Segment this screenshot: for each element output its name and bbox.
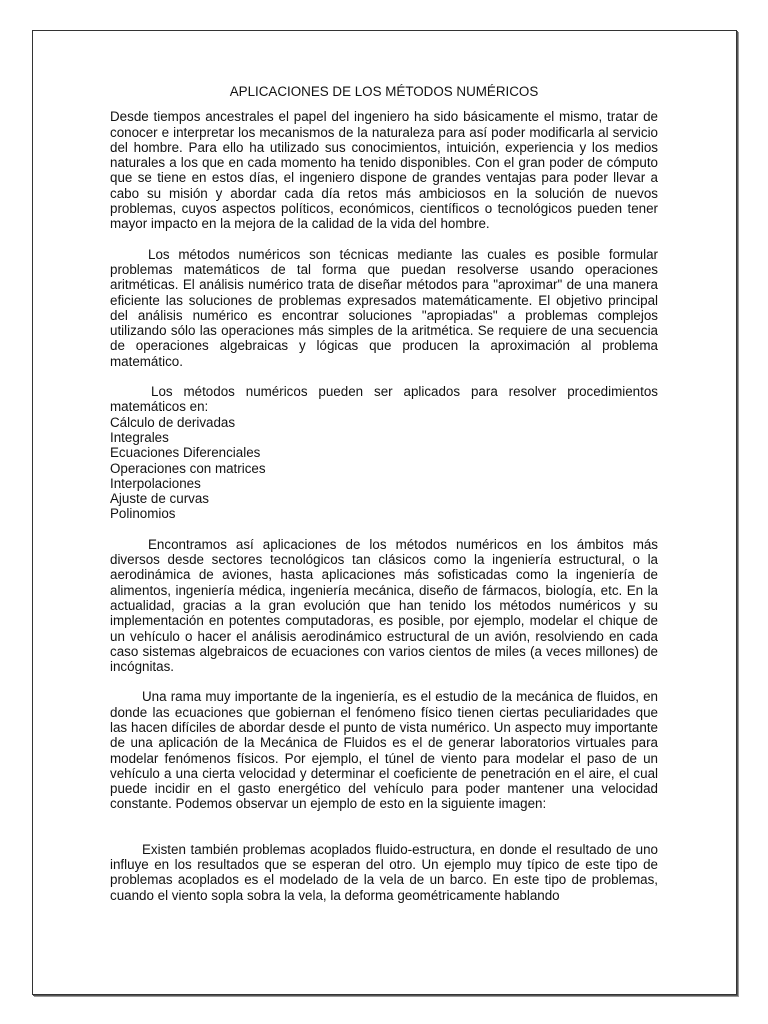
paragraph-intro: Desde tiempos ancestrales el papel del ingeniero ha sido básicamente el mismo, tratar de conocer e interpretar los mecanismos de la naturaleza para así poder modificarla al servicio del hombre. Para ello ha utilizado sus conocimientos, intuición, experiencia y los medios naturales a los que en cada momento ha tenido disponibles. Con el gran poder de cómputo que se tiene en estos días, el ingeniero dispone de grandes ventajas para poder llevar a cabo su misión y abordar cada día retos más ambiciosos en la solución de nuevos problemas, cuyos aspectos políticos, económicos, científicos o tecnológicos pueden tener mayor impacto en la mejora de la calidad de la vida del hombre. — [110, 109, 658, 232]
paragraph-spacer — [110, 674, 658, 689]
paragraph-spacer — [110, 232, 658, 247]
list-item: Ajuste de curvas — [110, 491, 209, 507]
paragraph-fluid-mechanics: Una rama muy importante de la ingeniería, es el estudio de la mecánica de fluidos, en donde las ecuaciones que gobiernan el fenómeno físico tienen ciertas peculiaridades que las hacen difíciles de abordar desde el punto de vista numérico. Un aspecto muy importante de una aplicación de la Mecánica de Fluidos es el de generar laboratorios virtuales para modelar fenómenos físicos. Por ejemplo, el túnel de viento para modelar el paso de un vehículo a una cierta velocidad y determinar el coeficiente de penetración en el aire, el cual puede incidir en el gasto energético del vehículo para poder mantener una velocidad constante. Podemos observar un ejemplo de esto en la siguiente imagen: — [110, 689, 658, 812]
list-item: Cálculo de derivadas — [110, 414, 236, 430]
list-item: Polinomios — [110, 506, 176, 522]
list-item: Integrales — [110, 429, 169, 445]
paragraph-domains: Encontramos así aplicaciones de los métodos numéricos en los ámbitos más diversos desde sectores tecnológicos tan clásicos como la ingeniería estructural, o la aerodinámica de aviones, hasta aplicaciones más sofisticadas como la ingeniería de alimentos, ingeniería médica, ingeniería mecánica, diseño de fármacos, biología, etc. En la actualidad, gracias a la gran evolución que han tenido los métodos numéricos y su implementación en potentes computadoras, es posible, por ejemplo, modelar el chique de un vehículo o hacer el análisis aerodinámico estructural de un avión, resolviendo en cada caso sistemas algebraicos de ecuaciones con varios cientos de miles (a veces millones) de incógnitas. — [110, 536, 658, 675]
topics-list — [110, 415, 658, 522]
document-body — [110, 84, 658, 903]
paragraph-fluid-structure: Existen también problemas acoplados fluido-estructura, en donde el resultado de uno influye en los resultados que se esperan del otro. Un ejemplo muy típico de este tipo de problemas acoplados es el modelado de la vela de un barco. En este tipo de problemas, cuando el viento sopla sobra la vela, la deforma geométricamente hablando — [110, 841, 658, 903]
paragraph-spacer — [110, 369, 658, 384]
paragraph-definition: Los métodos numéricos son técnicas mediante las cuales es posible formular problemas matemáticos de tal forma que puedan resolverse usando operaciones aritméticas. El análisis numérico trata de diseñar métodos para "aproximar" de una manera eficiente las soluciones de problemas expresados matemáticamente. El objetivo principal del análisis numérico es encontrar soluciones "apropiadas" a problemas complejos utilizando sólo las operaciones más simples de la aritmética. Se requiere de una secuencia de operaciones algebraicas y lógicas que producen la aproximación al problema matemático. — [110, 246, 658, 369]
document-title: APLICACIONES DE LOS MÉTODOS NUMÉRICOS — [229, 84, 539, 99]
list-item: Interpolaciones — [110, 475, 201, 491]
list-item: Ecuaciones Diferenciales — [110, 445, 261, 461]
paragraph-applications-intro: Los métodos numéricos pueden ser aplicados para resolver procedimientos matemáticos en: — [110, 384, 658, 415]
image-placeholder-gap — [110, 812, 658, 842]
list-item: Operaciones con matrices — [110, 460, 266, 476]
paragraph-spacer — [110, 522, 658, 537]
